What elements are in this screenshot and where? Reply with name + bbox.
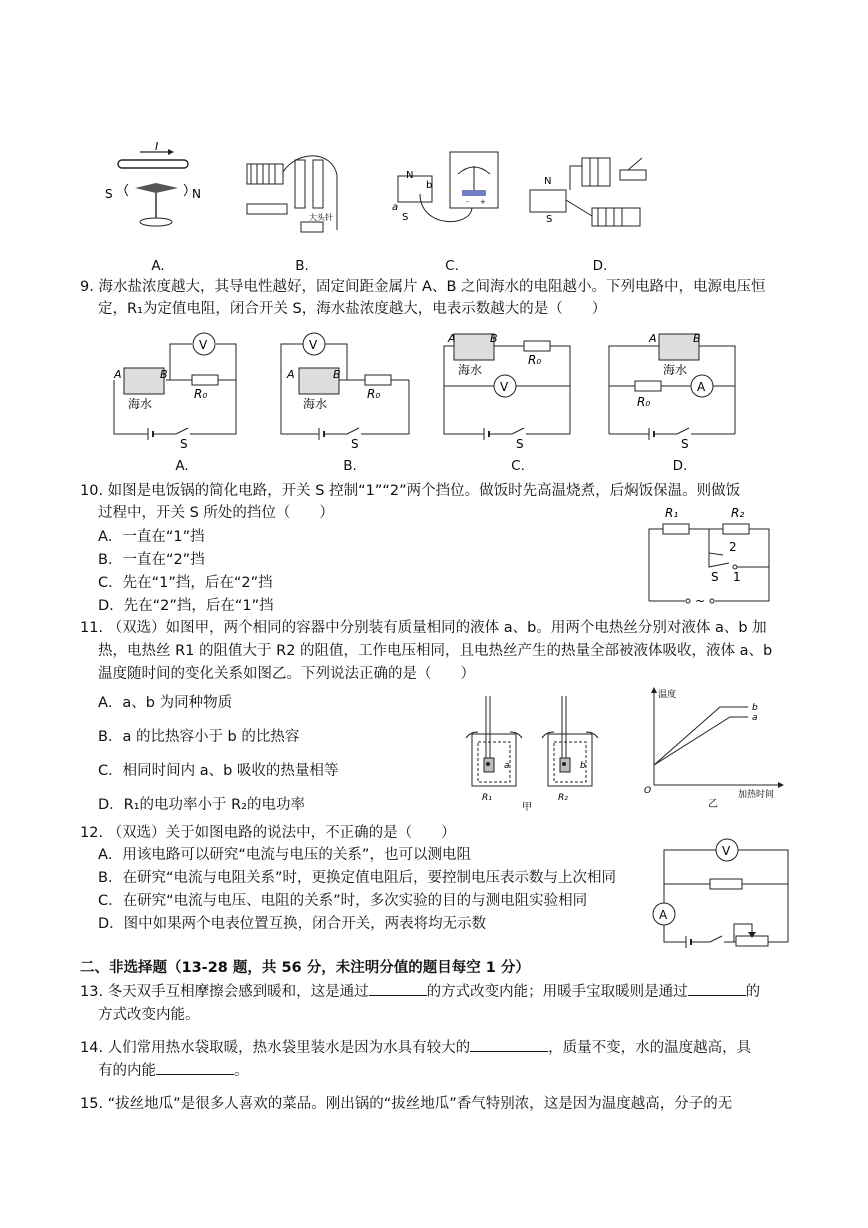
figure-d-motor <box>520 150 660 235</box>
q12-option-c: C．在研究“电流与电压、电阻的关系”时，多次实验的目的与测电阻实验相同 <box>98 893 588 909</box>
q11-figure-jia <box>458 688 618 813</box>
q13-blank-1[interactable] <box>369 981 427 996</box>
series-b-label: b <box>752 703 758 713</box>
r1-label: R₁ <box>665 506 679 520</box>
q11-stem-line1: 11. （双选）如图甲，两个相同的容器中分别装有质量相同的液体 a、b。用两个电热丝分别对液体 a、b 加 <box>80 620 767 636</box>
q14-line1 <box>80 1037 751 1059</box>
r2-label: R₂ <box>731 506 745 520</box>
figure-b-electromagnet <box>237 150 352 240</box>
figure-c-induction <box>380 148 505 238</box>
q14-part4: 。 <box>234 1063 249 1079</box>
q9-option-c: C. <box>511 458 525 474</box>
seawater-label: 海水 <box>663 363 688 377</box>
q10-stem-line1: 10. 如图是电饭锅的简化电路，开关 S 控制“1”“2”两个挡位。做饭时先高温烧煮，后焖饭保温。则做饭 <box>80 483 741 499</box>
q9-circuit-d <box>605 330 745 451</box>
liquid-b-label: b <box>580 761 586 771</box>
origin-label: O <box>644 786 652 796</box>
nail-label: 大头针 <box>309 213 333 222</box>
q9-option-a: A. <box>175 458 189 474</box>
south-label: S <box>105 187 113 201</box>
voltmeter-label: V <box>722 844 731 858</box>
option-c-label: C. <box>445 258 459 274</box>
b-label: B <box>333 368 341 381</box>
q12-option-b: B．在研究“电流与电阻关系”时，更换定值电阻后，要控制电压表示数与上次相同 <box>98 870 616 886</box>
voltmeter-label: V <box>309 338 318 352</box>
q13-part1: 13. 冬天双手互相摩擦会感到暖和，这是通过 <box>80 984 369 1000</box>
ac-source-label: ~ <box>695 594 706 608</box>
q11-option-a: A．a、b 为同种物质 <box>98 695 233 711</box>
q13-line2: 方式改变内能。 <box>98 1007 200 1023</box>
b-label: B <box>490 332 498 345</box>
a-label: A <box>649 332 657 345</box>
position-2-label: 2 <box>729 540 737 554</box>
section-2-heading: 二、非选择题（13-28 题，共 56 分，未注明分值的题目每空 1 分） <box>80 960 530 976</box>
switch-label: S <box>351 437 359 451</box>
current-label: I <box>155 140 159 153</box>
b-label: b <box>426 180 433 191</box>
q10-option-c: C．先在“1”挡，后在“2”挡 <box>98 575 273 591</box>
q14-line2 <box>98 1060 249 1082</box>
north-label: N <box>406 170 414 181</box>
q9-circuit-a <box>108 330 243 451</box>
b-label: B <box>160 368 168 381</box>
q14-part1: 14. 人们常用热水袋取暖，热水袋里装水是因为水具有较大的 <box>80 1040 471 1056</box>
a-label: A <box>287 368 295 381</box>
voltmeter-label: V <box>500 380 509 394</box>
q9-stem-line1: 9. 海水盐浓度越大，其导电性越好，固定间距金属片 A、B 之间海水的电阻越小。下列电路中，电源电压恒 <box>80 279 766 295</box>
figure-a-oersted <box>100 140 210 235</box>
q9-stem-line2: 定，R₁为定值电阻，闭合开关 S，海水盐浓度越大，电表示数越大的是（ ） <box>98 301 607 317</box>
switch-label: S <box>180 437 188 451</box>
q10-circuit <box>645 505 775 610</box>
south-label: S <box>402 212 409 223</box>
a-label: a <box>392 202 399 213</box>
q9-option-b: B. <box>343 458 357 474</box>
meter-sign-plus: + <box>480 198 486 206</box>
r0-label: R₀ <box>194 387 208 401</box>
r0-label: R₀ <box>637 395 651 409</box>
r0-label: R₀ <box>528 353 542 367</box>
q15-line1: 15. “拔丝地瓜”是很多人喜欢的菜品。刚出锅的“拔丝地瓜”香气特别浓，这是因为温度越高，分子的无 <box>80 1096 733 1112</box>
north-label: N <box>192 187 201 201</box>
option-d-label: D. <box>592 258 608 274</box>
q12-stem: 12. （双选）关于如图电路的说法中，不正确的是（ ） <box>80 825 456 841</box>
q10-option-d: D．先在“2”挡，后在“1”挡 <box>98 598 274 614</box>
q13-part2: 的方式改变内能；用暖手宝取暖则是通过 <box>426 984 688 1000</box>
q13-part3: 的 <box>745 984 761 1000</box>
q11-option-b: B．a 的比热容小于 b 的比热容 <box>98 729 300 745</box>
position-1-label: 1 <box>733 570 741 584</box>
figure-yi-caption: 乙 <box>708 799 718 810</box>
switch-label: S <box>516 437 524 451</box>
q13-line1 <box>80 981 760 1003</box>
y-axis-label: 温度 <box>658 690 677 700</box>
b-label: B <box>693 332 701 345</box>
q10-option-b: B．一直在“2”挡 <box>98 552 205 568</box>
r1-label: R₁ <box>482 793 492 803</box>
switch-label: S <box>681 437 689 451</box>
series-a-label: a <box>752 713 758 723</box>
q12-option-d: D．图中如果两个电表位置互换，闭合开关，两表将均无示数 <box>98 916 487 932</box>
q9-option-d: D. <box>672 458 688 474</box>
r0-label: R₀ <box>367 387 381 401</box>
q10-stem-line2: 过程中，开关 S 所处的挡位（ ） <box>98 505 334 521</box>
figure-jia-caption: 甲 <box>522 802 532 813</box>
q11-option-c: C．相同时间内 a、b 吸收的热量相等 <box>98 763 339 779</box>
q14-blank-2[interactable] <box>156 1060 234 1075</box>
q13-blank-2[interactable] <box>688 981 746 996</box>
option-a-label: A. <box>151 258 165 274</box>
seawater-label: 海水 <box>303 397 328 411</box>
q12-option-a: A．用该电路可以研究“电流与电压的关系”，也可以测电阻 <box>98 847 471 863</box>
seawater-label: 海水 <box>128 397 153 411</box>
ammeter-label: A <box>697 380 706 394</box>
ammeter-label: A <box>659 908 668 922</box>
r2-label: R₂ <box>558 793 568 803</box>
a-label: A <box>448 332 456 345</box>
north-label: N <box>544 176 552 187</box>
seawater-label: 海水 <box>458 363 483 377</box>
voltmeter-label: V <box>199 338 208 352</box>
q9-circuit-c <box>440 330 580 451</box>
switch-label: S <box>711 570 719 584</box>
q9-circuit-b <box>275 330 415 451</box>
liquid-a-label: a <box>504 761 510 771</box>
q11-option-d: D．R₁的电功率小于 R₂的电功率 <box>98 797 306 813</box>
south-label: S <box>546 214 553 225</box>
option-b-label: B. <box>295 258 309 274</box>
q11-stem-line2: 热，电热丝 R1 的阻值大于 R2 的阻值，工作电压相同，且电热丝产生的热量全部被液体吸收，液体 a、b <box>98 643 773 659</box>
q14-part3: 有的内能 <box>98 1063 156 1079</box>
q12-circuit <box>650 832 795 952</box>
q11-stem-line3: 温度随时间的变化关系如图乙。下列说法正确的是（ ） <box>98 666 475 682</box>
a-label: A <box>114 368 122 381</box>
meter-sign: - <box>466 198 469 206</box>
q14-part2: ，质量不变，水的温度越高，具 <box>548 1040 752 1056</box>
q14-blank-1[interactable] <box>470 1037 548 1052</box>
x-axis-label: 加热时间 <box>738 790 775 800</box>
q10-option-a: A．一直在“1”挡 <box>98 529 205 545</box>
q11-figure-yi-graph <box>640 685 790 810</box>
